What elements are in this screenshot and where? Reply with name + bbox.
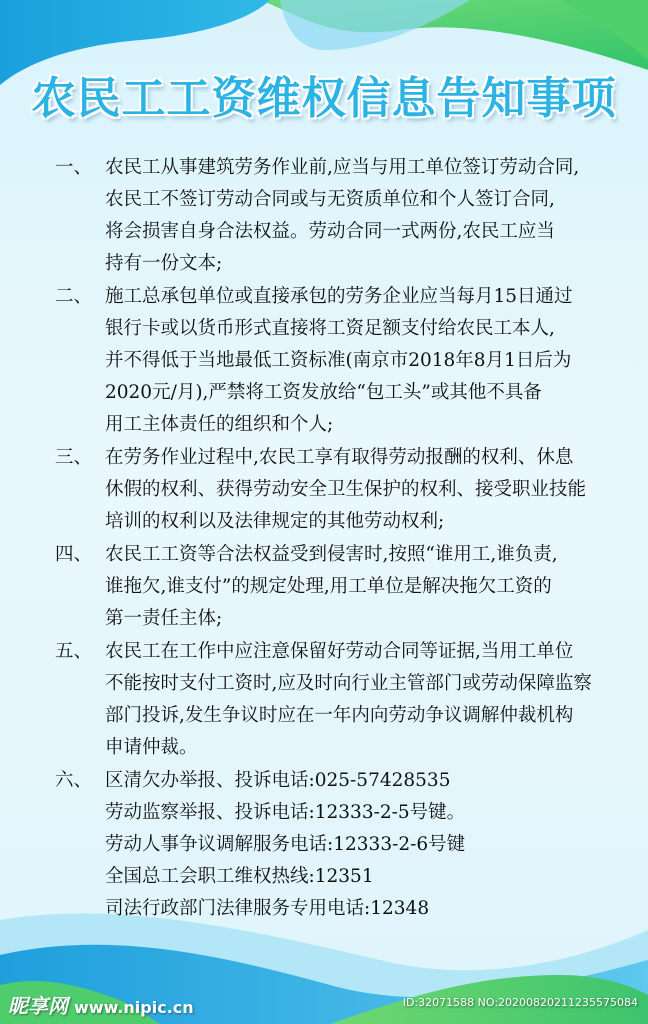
item-line: 申请仲裁。: [105, 737, 198, 758]
item-line: 用工主体责任的组织和个人;: [105, 414, 334, 435]
item-line: 部门投诉,发生争议时应在一年内向劳动争议调解仲裁机构: [105, 705, 574, 726]
notice-item-3: [55, 442, 625, 538]
notice-item-6: [55, 765, 625, 925]
item-line: 并不得低于当地最低工资标准(南京市2018年8月1日后为: [105, 350, 572, 371]
phone-line: 司法行政部门法律服务专用电话:12348: [105, 898, 430, 919]
item-line: 农民工在工作中应注意保留好劳动合同等证据,当用工单位: [105, 641, 574, 662]
page-title: 农民工工资维权信息告知事项: [31, 73, 617, 124]
notice-item-5: [55, 636, 625, 764]
phone-line: 区清欠办举报、投诉电话:025-57428535: [105, 770, 451, 791]
notice-list: [55, 152, 625, 926]
logo-text: 昵享网: [8, 994, 68, 1018]
image-id-text: ID:32071588 NO:20200820211235575084: [402, 996, 638, 1009]
item-line: 不能按时支付工资时,应及时向行业主管部门或劳动保障监察: [105, 673, 592, 694]
phone-line: 全国总工会职工维权热线:12351: [105, 866, 374, 887]
notice-item-2: [55, 281, 625, 441]
item-number: 五、: [55, 641, 93, 662]
item-line: 持有一份文本;: [105, 253, 223, 274]
phone-line: 劳动人事争议调解服务电话:12333-2-6号键: [105, 834, 466, 855]
item-number: 三、: [55, 447, 93, 468]
item-line: 休假的权利、获得劳动安全卫生保护的权利、接受职业技能: [105, 479, 587, 500]
item-line: 银行卡或以货币形式直接将工资足额支付给农民工本人,: [105, 318, 555, 339]
item-line: 施工总承包单位或直接承包的劳务企业应当每月15日通过: [105, 286, 573, 307]
item-line: 培训的权利以及法律规定的其他劳动权利;: [105, 511, 445, 532]
notice-item-1: [55, 152, 625, 280]
item-line: 第一责任主体;: [105, 608, 223, 629]
item-line: 将会损害自身合法权益。劳动合同一式两份,农民工应当: [105, 221, 555, 242]
item-line: 农民工工资等合法权益受到侵害时,按照“谁用工,谁负责,: [105, 544, 558, 565]
item-number: 一、: [55, 157, 93, 178]
item-number: 六、: [55, 770, 93, 791]
item-line: 谁拖欠,谁支付”的规定处理,用工单位是解决拖欠工资的: [105, 576, 552, 597]
item-line: 农民工不签订劳动合同或与无资质单位和个人签订合同,: [105, 189, 555, 210]
item-line: 在劳务作业过程中,农民工享有取得劳动报酬的权利、休息: [105, 447, 574, 468]
phone-line: 劳动监察举报、投诉电话:12333-2-5号键。: [105, 802, 466, 823]
item-number: 二、: [55, 286, 93, 307]
item-line: 2020元/月),严禁将工资发放给“包工头”或其他不具备: [105, 382, 542, 403]
item-line: 农民工从事建筑劳务作业前,应当与用工单位签订劳动合同,: [105, 157, 580, 178]
notice-item-4: [55, 539, 625, 635]
watermark-logo: [8, 990, 194, 1019]
logo-url: www.nipic.cn: [74, 998, 194, 1017]
item-number: 四、: [55, 544, 93, 565]
